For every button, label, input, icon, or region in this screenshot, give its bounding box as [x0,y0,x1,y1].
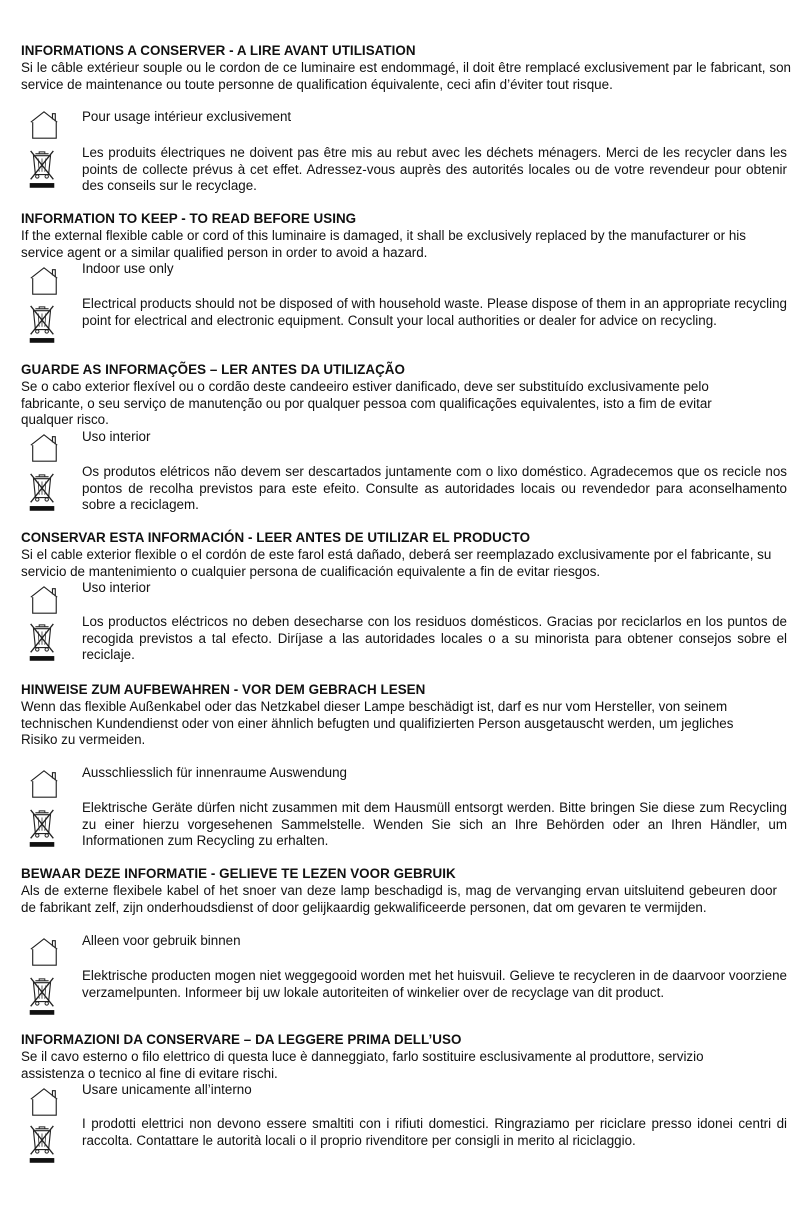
weee-bin-icon [25,618,59,662]
section-en [21,211,791,328]
recycle-text: Los productos eléctricos no deben desecharse con los residuos domésticos. Gracias por reciclarlos en los puntos de recogida previstos a tal efecto. Diríjase a las autoridades locales o a su minorista para obtener consejos sobre el reciclaje. [82,614,787,663]
indoor-text: Ausschliesslich für innenraume Auswendung [82,765,347,780]
recycle-text: Elektrische Geräte dürfen nicht zusammen mit dem Hausmüll entsorgt werden. Bitte bringen Sie diese zum Recycling zu einer hierzu vorgesehenen Sammelstelle. Wenden Sie sich an Ihre Behörden oder an Ihren Händler, um Informationen zum Recycling zu erhalten. [82,800,787,849]
indoor-text: Uso interior [82,580,151,595]
section-fr [21,43,791,194]
indoor-house-icon [25,584,63,616]
section-title: INFORMATION TO KEEP - TO READ BEFORE USING [21,211,357,226]
weee-bin-icon [25,804,59,848]
section-title: HINWEISE ZUM AUFBEWAHREN - VOR DEM GEBRACH LESEN [21,682,426,697]
weee-bin-icon [25,145,59,189]
weee-bin-icon [25,300,59,344]
section-body: Se il cavo esterno o filo elettrico di questa luce è danneggiato, farlo sostituire esclusivamente al produttore, servizio assistenza o tecnico al fine di evitare rischi. [21,1049,704,1081]
indoor-text: Uso interior [82,429,151,444]
section-de [21,682,791,849]
indoor-text: Pour usage intérieur exclusivement [82,109,292,124]
section-body: Si le câble extérieur souple ou le cordon de ce luminaire est endommagé, il doit être remplacé exclusivement par le fabricant, son service de maintenance ou toute personne de qualification équivalente, ceci afin d’éviter tout risque. [21,60,791,92]
indoor-house-icon [25,768,63,800]
indoor-text: Usare unicamente all’interno [82,1082,252,1097]
section-title: CONSERVAR ESTA INFORMACIÓN - LEER ANTES DE UTILIZAR EL PRODUCTO [21,530,531,545]
section-body: Se o cabo exterior flexível ou o cordão deste candeeiro estiver danificado, deve ser substituído exclusivamente pelo fabricante, o seu serviço de manutenção ou por qualquer pessoa com qualificações equivalentes, isto a fim de evitar qualquer risco. [21,379,712,428]
weee-bin-icon [25,1120,59,1164]
indoor-house-icon [25,1086,63,1118]
indoor-house-icon [25,109,63,141]
section-title: GUARDE AS INFORMAÇÕES – LER ANTES DA UTILIZAÇÃO [21,362,405,377]
indoor-house-icon [25,265,63,297]
section-body: Si el cable exterior flexible o el cordón de este farol está dañado, deberá ser reemplazado exclusivamente por el fabricante, su servicio de mantenimiento o cualquier persona de cualificación equivalente a fin de evitar riesgos. [21,547,772,579]
recycle-text: I prodotti elettrici non devono essere smaltiti con i rifiuti domestici. Ringraziamo per riciclare presso idonei centri di raccolta. Contattare le autorità locali o il proprio rivenditore per consigli in merito al riciclaggio. [82,1116,787,1148]
recycle-text: Les produits électriques ne doivent pas être mis au rebut avec les déchets ménagers. Merci de les recycler dans les points de collecte prévus à cet effet. Adressez-vous auprès des autorités locales ou de votre revendeur pour obtenir des conseils sur le recyclage. [82,145,787,194]
section-it [21,1032,791,1148]
section-es [21,530,791,663]
weee-bin-icon [25,972,59,1016]
section-body: If the external flexible cable or cord of this luminaire is damaged, it shall be exclusively replaced by the manufacturer or his service agent or a similar qualified person in order to avoid a hazard. [21,228,746,260]
indoor-house-icon [25,936,63,968]
section-nl [21,866,791,1000]
section-body: Wenn das flexible Außenkabel oder das Netzkabel dieser Lampe beschädigt ist, darf es nur vom Hersteller, von seinem technischen Kundendienst oder von einer ähnlich befugten und qualifizierten Person ausgetauscht werden, um jegliches Risiko zu vermeiden. [21,699,734,748]
section-body: Als de externe flexibele kabel of het snoer van deze lamp beschadigd is, mag de vervanging ervan uitsluitend gebeuren door de fabrikant zelf, zijn onderhoudsdienst of door gelijkaardig gekwalificeerde personen, dat om gevaren te vermijden. [21,883,777,915]
section-title: INFORMAZIONI DA CONSERVARE – DA LEGGERE PRIMA DELL’USO [21,1032,462,1047]
recycle-text: Elektrische producten mogen niet weggegooid worden met het huisvuil. Gelieve te recycleren in de daarvoor voorziene verzamelpunten. Informeer bij uw lokale autoriteiten of winkelier over de recyclage van dit product. [82,968,787,1000]
weee-bin-icon [25,468,59,512]
indoor-house-icon [25,432,63,464]
section-pt [21,362,791,513]
section-title: BEWAAR DEZE INFORMATIE - GELIEVE TE LEZEN VOOR GEBRUIK [21,866,456,881]
indoor-text: Indoor use only [82,261,174,276]
recycle-text: Electrical products should not be disposed of with household waste. Please dispose of them in an appropriate recycling point for electrical and electronic equipment. Consult your local authorities or dealer for advice on recycling. [82,296,787,328]
indoor-text: Alleen voor gebruik binnen [82,933,241,948]
recycle-text: Os produtos elétricos não devem ser descartados juntamente com o lixo doméstico. Agradecemos que os recicle nos pontos de recolha previstos para este efeito. Consulte as autoridades locais ou revendedor para aconselhamento sobre a reciclagem. [82,464,787,513]
section-title: INFORMATIONS A CONSERVER - A LIRE AVANT UTILISATION [21,43,416,58]
